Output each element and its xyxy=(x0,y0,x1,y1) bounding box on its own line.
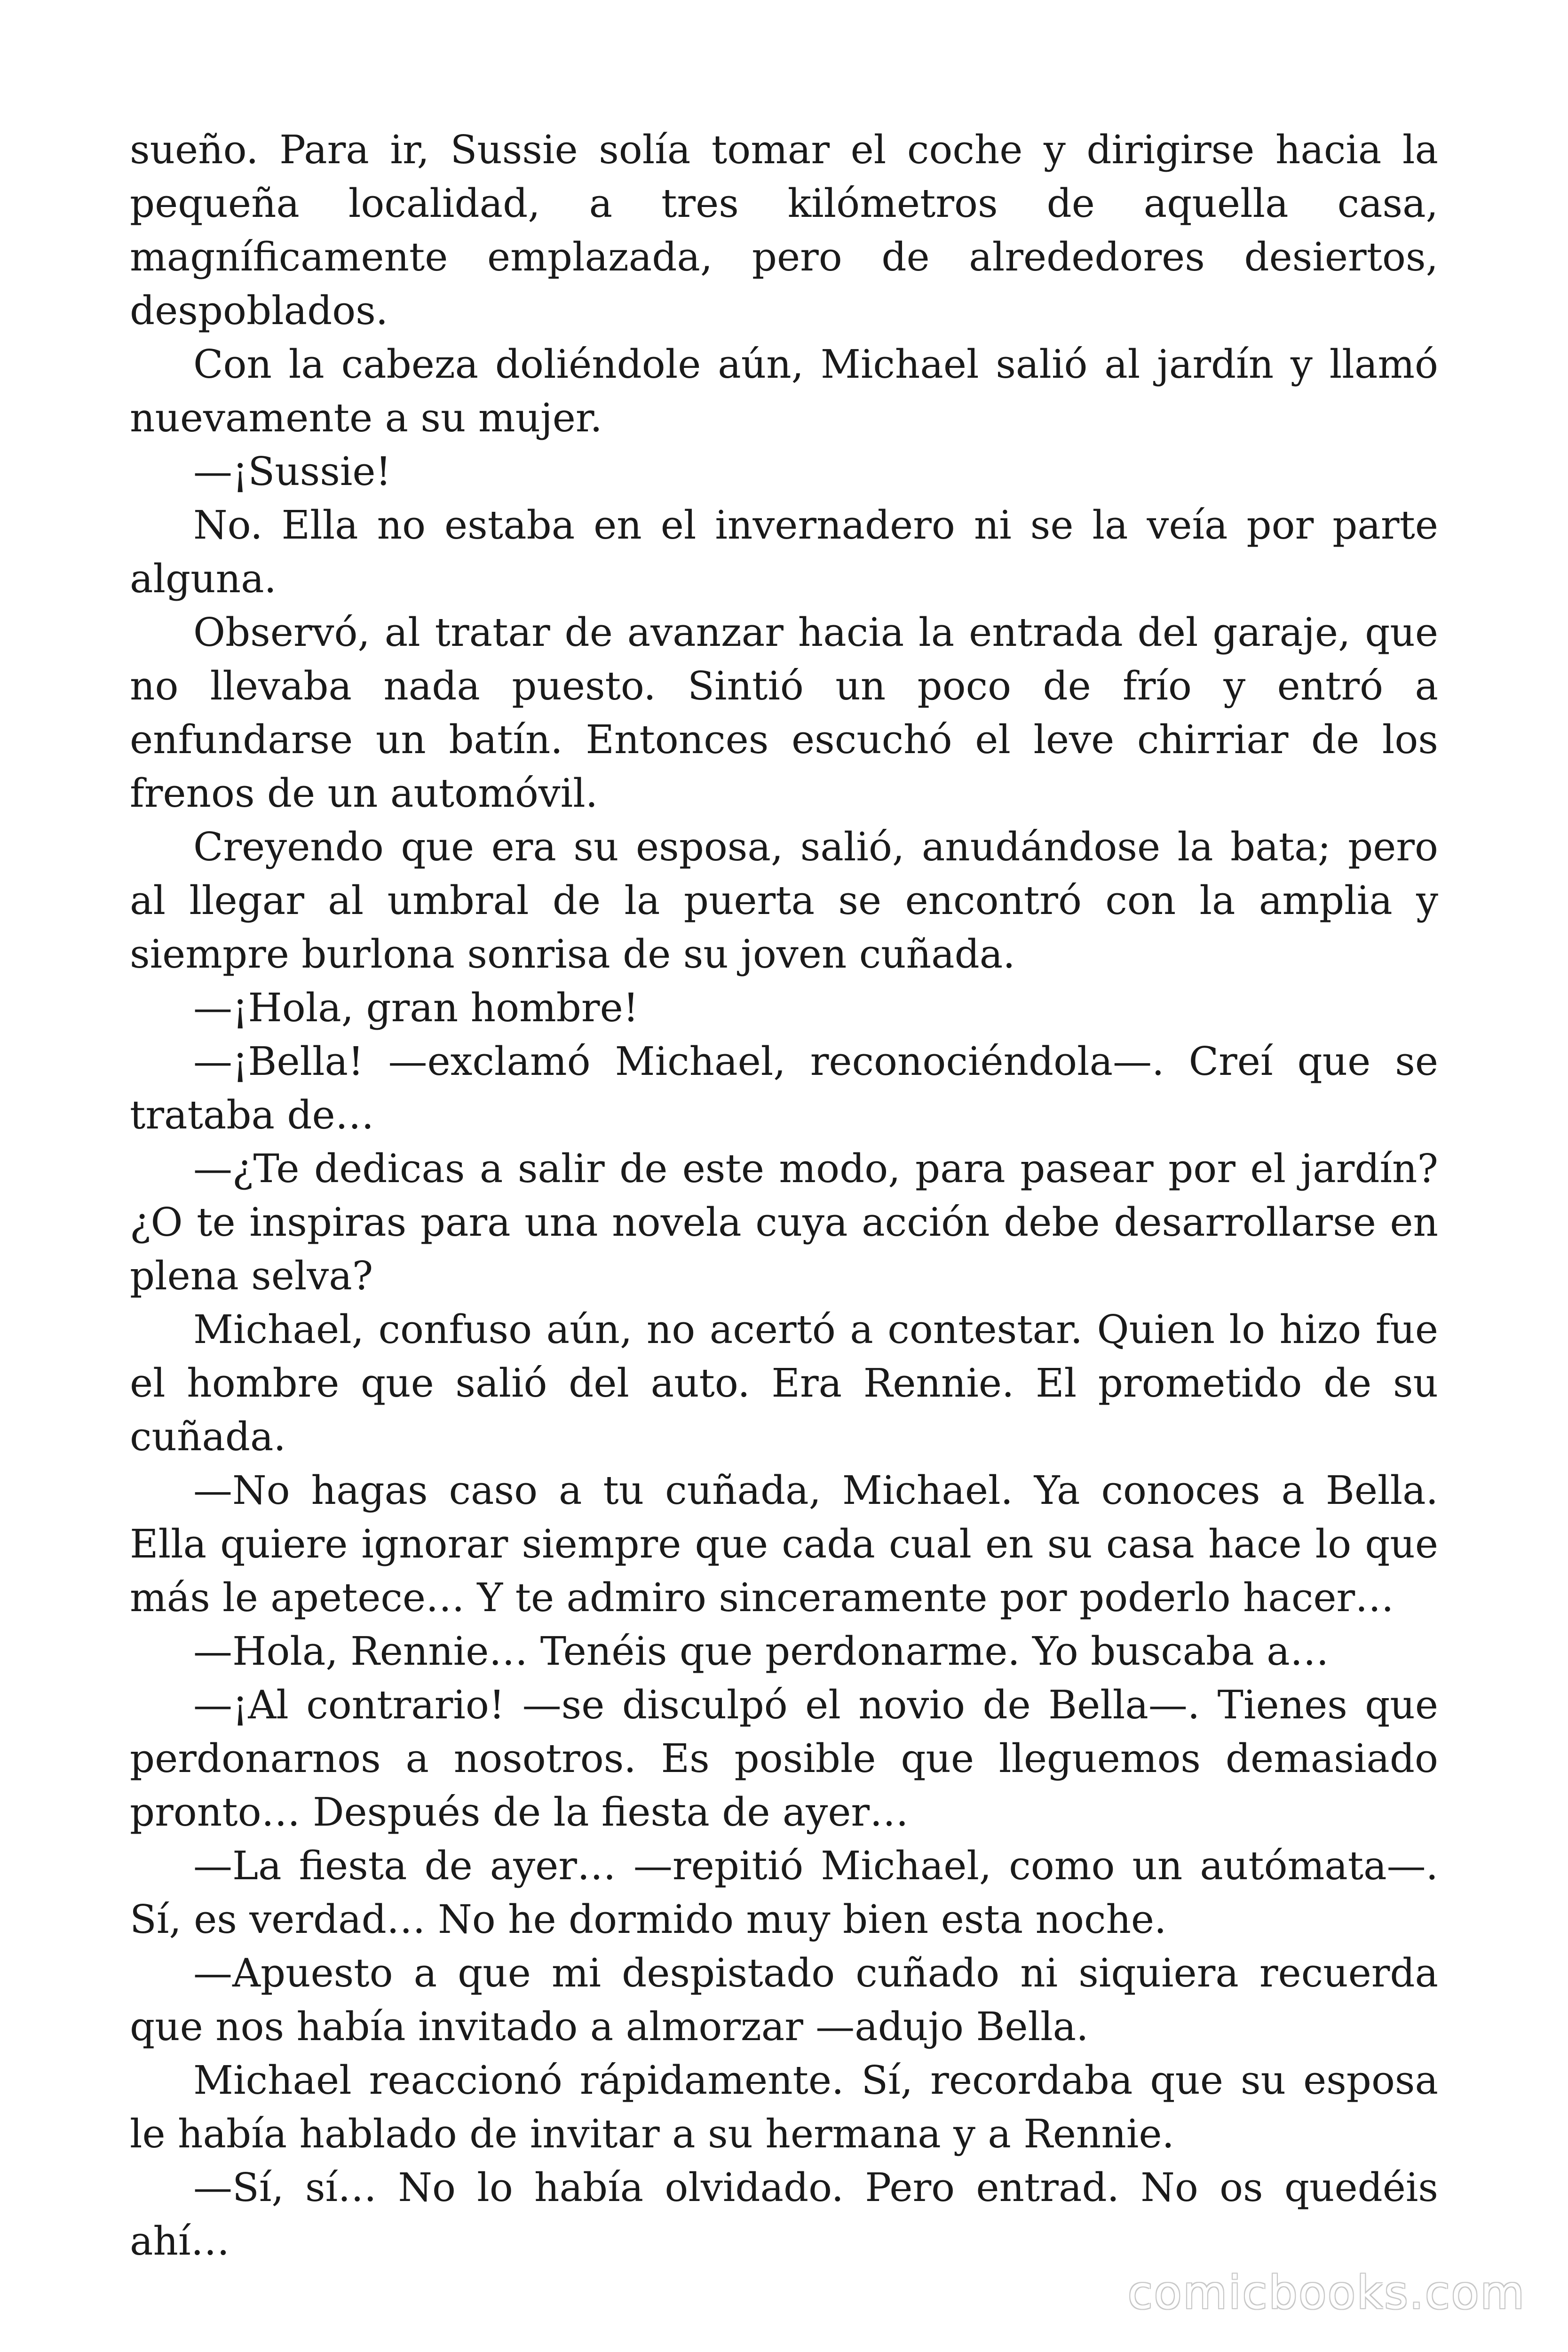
paragraph: —¡Sussie! xyxy=(193,449,391,494)
paragraph: Observó, al tratar de avanzar hacia la entrada del garaje, que no llevaba nada puesto. Sintió un poco de frío y entró a enfundarse un batín. Entonces escuchó el leve chirriar de los frenos de un automóvil. xyxy=(130,610,1438,816)
paragraph: —¿Te dedicas a salir de este modo, para pasear por el jardín? ¿O te inspiras para una novela cuya acción debe desarrollarse en plena selva? xyxy=(130,1146,1438,1299)
paragraph: —Hola, Rennie… Tenéis que perdonarme. Yo buscaba a… xyxy=(193,1629,1329,1674)
paragraph: Con la cabeza doliéndole aún, Michael salió al jardín y llamó nuevamente a su mujer. xyxy=(130,342,1438,441)
paragraph: —¡Bella! —exclamó Michael, reconociéndola—. Creí que se trataba de… xyxy=(130,1039,1438,1138)
paragraph: Michael reaccionó rápidamente. Sí, recordaba que su esposa le había hablado de invitar a su hermana y a Rennie. xyxy=(130,2058,1438,2157)
paragraph: —Sí, sí… No lo había olvidado. Pero entrad. No os quedéis ahí… xyxy=(130,2165,1438,2264)
paragraph: —No hagas caso a tu cuñada, Michael. Ya conoces a Bella. Ella quiere ignorar siempre que cada cual en su casa hace lo que más le apetece… Y te admiro sinceramente por poderlo hacer… xyxy=(130,1468,1438,1621)
paragraph: sueño. Para ir, Sussie solía tomar el coche y dirigirse hacia la pequeña localidad, a tres kilómetros de aquella casa, magníficamente emplazada, pero de alrededores desiertos, despoblados. xyxy=(130,127,1438,334)
book-page-text xyxy=(130,123,1438,2268)
paragraph: Creyendo que era su esposa, salió, anudándose la bata; pero al llegar al umbral de la puerta se encontró con la amplia y siempre burlona sonrisa de su joven cuñada. xyxy=(130,824,1438,977)
paragraph: —¡Hola, gran hombre! xyxy=(193,985,639,1031)
watermark: comicbooks.com xyxy=(1127,2266,1526,2319)
paragraph: No. Ella no estaba en el invernadero ni se la veía por parte alguna. xyxy=(130,502,1438,602)
paragraph: —Apuesto a que mi despistado cuñado ni siquiera recuerda que nos había invitado a almorzar —adujo Bella. xyxy=(130,1950,1438,2050)
paragraph: Michael, confuso aún, no acertó a contestar. Quien lo hizo fue el hombre que salió del auto. Era Rennie. El prometido de su cuñada. xyxy=(130,1307,1438,1460)
paragraph: —¡Al contrario! —se disculpó el novio de Bella—. Tienes que perdonarnos a nosotros. Es posible que lleguemos demasiado pronto… Después de la fiesta de ayer… xyxy=(130,1682,1438,1835)
paragraph: —La fiesta de ayer… —repitió Michael, como un autómata—. Sí, es verdad… No he dormido muy bien esta noche. xyxy=(130,1843,1438,1942)
